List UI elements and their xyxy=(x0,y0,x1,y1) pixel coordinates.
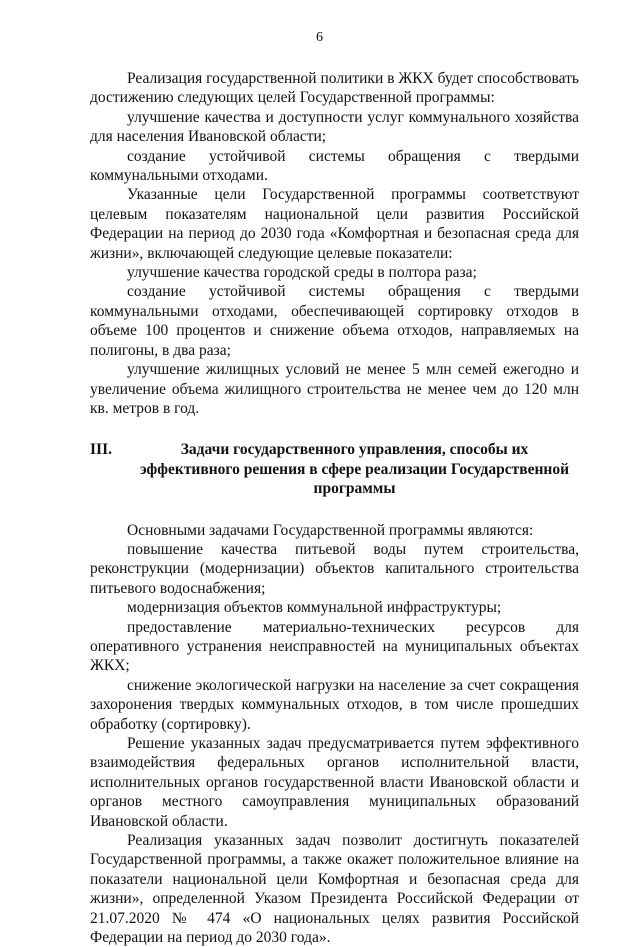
paragraph: Реализация государственной политики в ЖКХ будет способствовать достижению следующих целей Государственной программы: xyxy=(90,70,579,107)
paragraph: снижение экологической нагрузки на население за счет сокращения захоронения твердых коммунальных отходов, в том числе прошедших обработку (сортировку). xyxy=(90,676,579,733)
section-heading xyxy=(90,440,579,498)
paragraph: предоставление материально-технических ресурсов для оперативного устранения неисправностей на муниципальных объектах ЖКХ; xyxy=(90,618,579,675)
section-number: III. xyxy=(90,441,112,459)
paragraph: повышение качества питьевой воды путем строительства, реконструкции (модернизации) объектов капитального строительства питьевого водоснабжения; xyxy=(90,540,579,597)
paragraph: Основными задачами Государственной программы являются: xyxy=(127,521,534,539)
paragraph: создание устойчивой системы обращения с твердыми коммунальными отходами, обеспечивающей сортировку отходов в объеме 100 процентов и снижение объема отходов, направляемых на полигоны, в два раза; xyxy=(90,283,579,359)
paragraph: улучшение качества и доступности услуг коммунального хозяйства для населения Ивановской области; xyxy=(90,108,579,146)
paragraph: улучшение жилищных условий не менее 5 млн семей ежегодно и увеличение объема жилищного строительства не менее чем до 120 млн кв. метров в год. xyxy=(90,361,579,417)
paragraph: создание устойчивой системы обращения с твердыми коммунальными отходами. xyxy=(90,147,579,185)
paragraph: улучшение качества городской среды в полтора раза; xyxy=(127,264,477,282)
paragraph: модернизация объектов коммунальной инфраструктуры; xyxy=(127,599,502,617)
section-title: Задачи государственного управления, способы их эффективного решения в сфере реализации Государственной программы xyxy=(139,441,570,498)
paragraph: Решение указанных задач предусматривается путем эффективного взаимодействия федеральных органов исполнительной власти, исполнительных органов государственной власти Ивановской области и органов местного самоуправления муниципальных образований Ивановской области. xyxy=(90,735,579,830)
paragraph: Указанные цели Государственной программы соответствуют целевым показателям национальной цели развития Российской Федерации на период до 2030 года «Комфортная и безопасная среда для жизни», включающей следующие целевые показатели: xyxy=(90,186,579,262)
page-number: 6 xyxy=(316,30,323,45)
paragraph: Реализация указанных задач позволит достигнуть показателей Государственной программы, а также окажет положительное влияние на показатели национальной цели Комфортная и безопасная среда для жизни», определенной Указом Президента Российской Федерации от 21.07.2020 № 474 «О национальных целях развития Российской Федерации на период до 2030 года». xyxy=(90,832,579,947)
document-body xyxy=(90,69,579,947)
